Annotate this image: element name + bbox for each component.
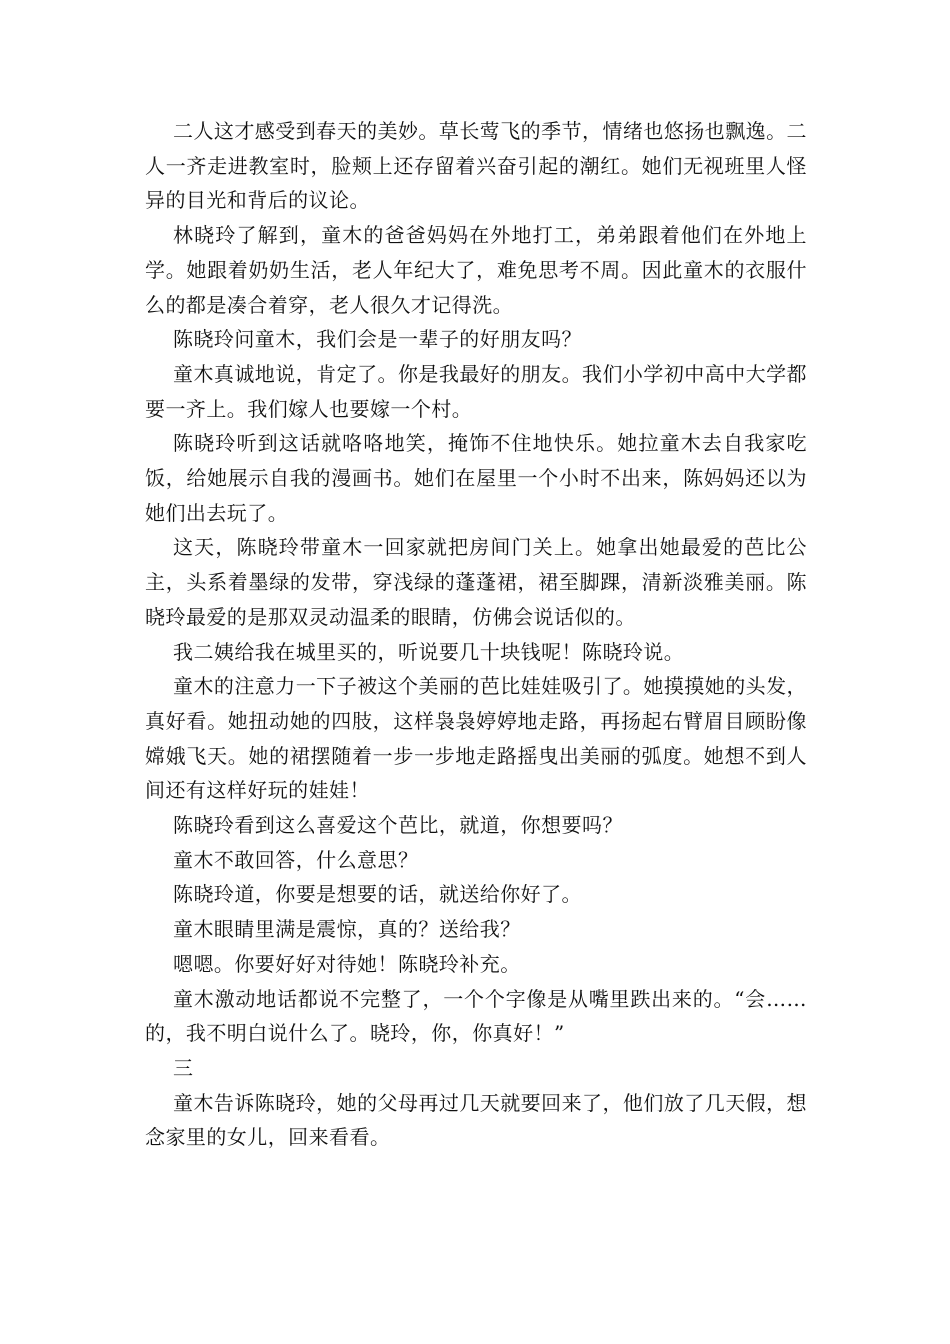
paragraph: 陈晓玲看到这么喜爱这个芭比，就道，你想要吗？ <box>173 813 623 838</box>
paragraph: 嗯嗯。你要好好对待她！陈晓玲补充。 <box>173 951 521 976</box>
paragraph: 童木的注意力一下子被这个美丽的芭比娃娃吸引了。她摸摸她的头发，真好看。她扭动她的四肢，这样袅袅婷婷地走路，再扬起右臂眉目顾盼像嫦娥飞天。她的裙摆随着一步一步地走路摇曳出美丽的弧度。她想不到人间还有这样好玩的娃娃！ <box>145 674 807 803</box>
paragraph: 林晓玲了解到，童木的爸爸妈妈在外地打工，弟弟跟着他们在外地上学。她跟着奶奶生活，老人年纪大了，难免思考不周。因此童木的衣服什么的都是凑合着穿，老人很久才记得洗。 <box>145 223 807 317</box>
paragraph: 童木告诉陈晓玲，她的父母再过几天就要回来了，他们放了几天假，想念家里的女儿，回来看看。 <box>145 1090 807 1150</box>
section-heading: 三 <box>173 1055 194 1080</box>
paragraph: 童木激动地话都说不完整了，一个个字像是从嘴里跌出来的。“会……的，我不明白说什么了。晓玲，你，你真好！” <box>145 986 807 1046</box>
paragraph: 二人这才感受到春天的美妙。草长莺飞的季节，情绪也悠扬也飘逸。二人一齐走进教室时，脸颊上还存留着兴奋引起的潮红。她们无视班里人怪异的目光和背后的议论。 <box>145 119 807 213</box>
paragraph: 陈晓玲道，你要是想要的话，就送给你好了。 <box>173 882 582 907</box>
document-body <box>145 114 807 1155</box>
paragraph: 童木不敢回答，什么意思？ <box>173 847 419 872</box>
paragraph: 陈晓玲听到这话就咯咯地笑，掩饰不住地快乐。她拉童木去自我家吃饭，给她展示自我的漫画书。她们在屋里一个小时不出来，陈妈妈还以为她们出去玩了。 <box>145 431 807 525</box>
paragraph: 这天，陈晓玲带童木一回家就把房间门关上。她拿出她最爱的芭比公主，头系着墨绿的发带，穿浅绿的蓬蓬裙，裙至脚踝，清新淡雅美丽。陈晓玲最爱的是那双灵动温柔的眼睛，仿佛会说话似的。 <box>145 535 807 629</box>
paragraph: 我二姨给我在城里买的，听说要几十块钱呢！陈晓玲说。 <box>173 639 685 664</box>
paragraph: 童木真诚地说，肯定了。你是我最好的朋友。我们小学初中高中大学都要一齐上。我们嫁人也要嫁一个村。 <box>145 361 807 421</box>
paragraph: 陈晓玲问童木，我们会是一辈子的好朋友吗？ <box>173 327 582 352</box>
paragraph: 童木眼睛里满是震惊，真的？送给我？ <box>173 917 521 942</box>
